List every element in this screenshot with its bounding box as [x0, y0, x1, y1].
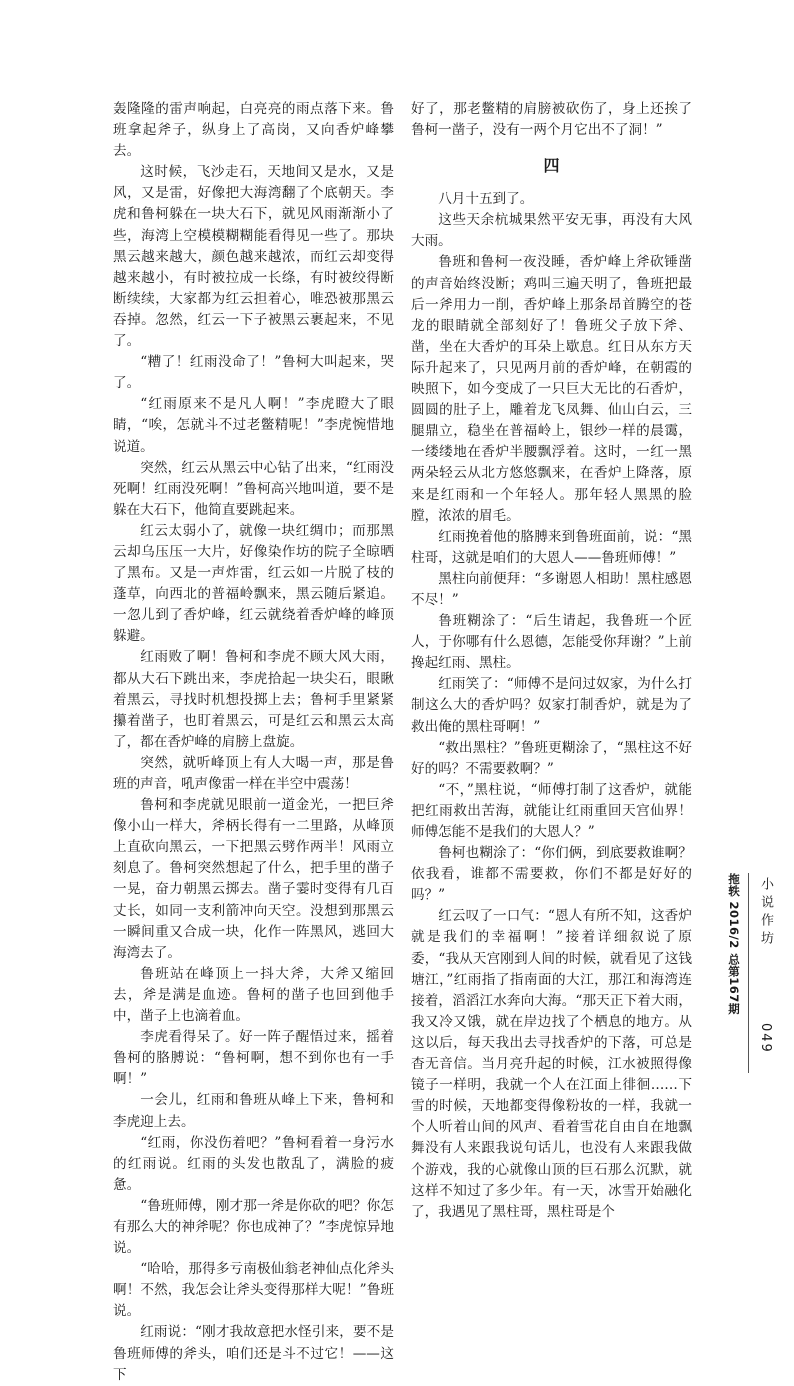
paragraph: “救出黑柱？”鲁班更糊涂了，“黑柱这不好好的吗？不需要救啊？” [411, 739, 692, 777]
paragraph: 鲁班糊涂了：“后生请起，我鲁班一个匠人，于你哪有什么恩德，怎能受你拜谢？”上前搀起红雨、黑柱。 [411, 613, 692, 672]
paragraph: 红雨挽着他的胳膊来到鲁班面前，说：“黑柱哥，这就是咱们的大恩人——鲁班师傅！” [411, 528, 692, 566]
section-heading: 四 [543, 156, 560, 176]
page-sidebar [724, 873, 784, 1073]
paragraph: 鲁柯和李虎就见眼前一道金光，一把巨斧像小山一样大，斧柄长得有一二里路，从峰顶上直砍向黑云，一下把黑云劈作两半！风雨立刻息了。鲁柯突然想起了什么，把手里的凿子一晃，奋力朝黑云掷去。凿子霎时变得有几百丈长，如同一支利箭冲向天空。没想到那黑云一瞬间重又合成一块，化作一阵黑风，逃回大海湾去了。 [113, 797, 394, 961]
paragraph: 红云叹了一口气：“恩人有所不知，这香炉就是我们的幸福啊！”接着详细叙说了原委，“我从天宫刚到人间的时候，就看见了这钱塘江，”红雨指了指南面的大江，那江和海湾连接着，滔滔江水奔向大海。“那天正下着大雨，我又冷又饿，就在岸边找了个栖息的地方。从这以后，每天我出去寻找香炉的下落，可总是杳无音信。当月亮升起的时候，江水被照得像镜子一样明，我就一个人在江面上徘徊……下雪的时候，天地都变得像粉妆的一样，我就一个人听着山间的风声、看着雪花自由自在地飘舞没有人来跟我说句话儿，也没有人来跟我做个游戏，我的心就像山顶的巨石那么沉默，就这样不知过了多少年。有一天，冰雪开始融化了，我遇见了黑柱哥，黑柱哥是个 [411, 908, 692, 1220]
paragraph: 轰隆隆的雷声响起，白亮亮的雨点落下来。鲁班拿起斧子，纵身上了高岗，又向香炉峰攀去。 [113, 101, 394, 160]
paragraph: “哈哈，那得多亏南极仙翁老神仙点化斧头啊！不然，我怎会让斧头变得那样大呢！”鲁班说。 [113, 1261, 394, 1320]
paragraph: 突然，就听峰顶上有人大喝一声，那是鲁班的声音，吼声像雷一样在半空中震荡！ [113, 754, 394, 792]
paragraph: “不，”黑柱说，“师傅打制了这香炉，就能把红雨救出苦海，就能让红雨重回天宫仙界！师傅怎能不是我们的大恩人？” [411, 781, 692, 840]
paragraph: 这些天余杭城果然平安无事，再没有大风大雨。 [411, 212, 692, 250]
page-number: 049 [758, 1023, 773, 1054]
paragraph: 李虎看得呆了。好一阵子醒悟过来，摇着鲁柯的胳膊说：“鲁柯啊，想不到你也有一手啊！” [113, 1029, 394, 1088]
paragraph: 这时候，飞沙走石，天地间又是水，又是风，又是雷，好像把大海湾翻了个底朝天。李虎和鲁柯躲在一块大石下，就见风雨渐渐小了些，海湾上空模模糊糊能看得见一些了。那块黑云越来越大，颜色越来越浓，而红云却变得越来越小，有时被拉成一长绦，有时被绞得断断续续，大家都为红云担着心，唯恐被那黑云吞掉。忽然，红云一下子被黑云裹起来，不见了。 [113, 164, 394, 350]
paragraph: 好了，那老鳖精的肩膀被砍伤了，身上还挨了鲁柯一凿子，没有一两个月它出不了洞！” [411, 101, 692, 139]
right-column [411, 99, 692, 1223]
paragraph: 鲁班站在峰顶上一抖大斧，大斧又缩回去，斧是满是血迹。鲁柯的凿子也回到他手中，凿子上也滴着血。 [113, 965, 394, 1025]
right-column-bottom [411, 189, 692, 1223]
left-column [113, 99, 394, 1386]
paragraph: “红雨原来不是凡人啊！”李虎瞪大了眼睛，“唉，怎就斗不过老鳖精呢！”李虎惋惜地说道。 [113, 396, 394, 455]
paragraph: 鲁班和鲁柯一夜没睡，香炉峰上斧砍锤凿的声音始终没断；鸡叫三遍天明了，鲁班把最后一斧用力一削，香炉峰上那条昂首腾空的苍龙的眼睛就全部刻好了！鲁班父子放下斧、凿，坐在大香炉的耳朵上歇息。红日从东方天际升起来了，只见两月前的香炉峰，在朝霞的映照下，如今变成了一只巨大无比的石香炉，圆圆的肚子上，雕着龙飞凤舞、仙山白云，三腿鼎立，稳坐在普福岭上，银纱一样的晨霭，一缕缕地在香炉半腰飘浮着。这时，一红一黑两朵轻云从北方悠悠飘来，在香炉上降落，原来是红雨和一个年轻人。那年轻人黑黑的脸膛，浓浓的眉毛。 [411, 254, 692, 524]
paragraph: 红雨败了啊！鲁柯和李虎不顾大风大雨，都从大石下跳出来，李虎拾起一块尖石，眼瞅着黑云，寻找时机想投掷上去；鲁柯手里紧紧攥着凿子，也盯着黑云，可是红云和黑云太高了，都在香炉峰的肩膀上盘旋。 [113, 649, 394, 750]
paragraph: 红云太弱小了，就像一块红绸巾；而那黑云却乌压压一大片，好像染作坊的院子全晾晒了黑布。又是一声炸雷，红云如一片脱了枝的蓬草，向西北的普福岭飘来，黑云随后紧追。一忽儿到了香炉峰，红云就绕着香炉峰的峰顶躲避。 [113, 522, 394, 645]
paragraph: 黑柱向前便拜：“多谢恩人相助！黑柱感恩不尽！” [411, 570, 692, 608]
paragraph: 红雨笑了：“师傅不是问过奴家，为什么打制这么大的香炉吗？奴家打制香炉，就是为了救出俺的黑柱哥啊！” [411, 676, 692, 735]
paragraph: 一会儿，红雨和鲁班从峰上下来，鲁柯和李虎迎上去。 [113, 1092, 394, 1130]
paragraph: 突然，红云从黑云中心钻了出来，“红雨没死啊！红雨没死啊！”鲁柯高兴地叫道，要不是躲在大石下，他简直要跳起来。 [113, 459, 394, 518]
paragraph: “糟了！红雨没命了！”鲁柯大叫起来，哭了。 [113, 354, 394, 392]
paragraph: 八月十五到了。 [438, 191, 534, 208]
paragraph: 红雨说：“刚才我故意把水怪引来，要不是鲁班师傅的斧头，咱们还是斗不过它！——这下 [113, 1324, 394, 1383]
section-rubric: 小说作坊 [758, 877, 773, 949]
right-column-top [411, 99, 692, 141]
journal-info: 拖轶 2016/2 总第167期 [727, 873, 741, 1015]
paragraph: “红雨，你没伤着吧？”鲁柯看着一身污水的红雨说。红雨的头发也散乱了，满脸的疲惫。 [113, 1134, 394, 1193]
paragraph: “鲁班师傅，刚才那一斧是你砍的吧？你怎有那么大的神斧呢？你也成神了？”李虎惊异地说。 [113, 1197, 394, 1257]
paragraph: 鲁柯也糊涂了：“你们俩，到底要救谁啊？依我看，谁都不需要救，你们不都是好好的吗？” [411, 845, 692, 904]
sidebar-divider [748, 873, 749, 1073]
